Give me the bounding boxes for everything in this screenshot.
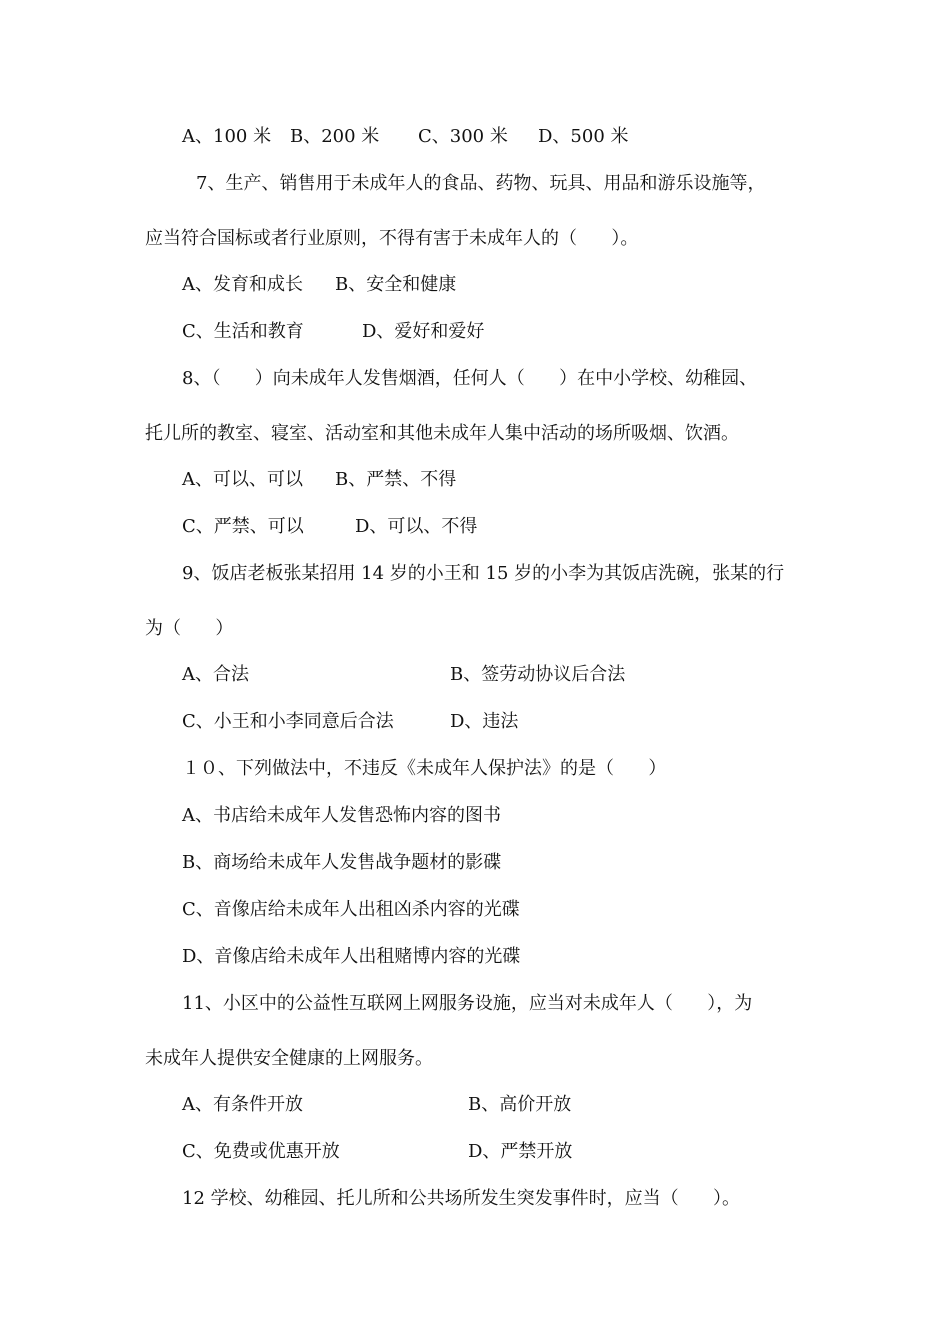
- q8-option-d: D、可以、不得: [355, 516, 478, 537]
- q7-stem-line2: 应当符合国标或者行业原则，不得有害于未成年人的（ ）。: [145, 228, 639, 249]
- q7-option-b: B、安全和健康: [335, 274, 457, 295]
- q11-option-b: B、高价开放: [468, 1094, 572, 1115]
- q10-option-a: A、书店给未成年人发售恐怖内容的图书: [182, 805, 501, 826]
- q8-option-c: C、严禁、可以: [182, 516, 304, 537]
- q7-option-c: C、生活和教育: [182, 321, 304, 342]
- q6-option-a: A、100 米: [182, 126, 272, 147]
- q11-stem-line1: 11、小区中的公益性互联网上网服务设施，应当对未成年人（ ），为: [182, 993, 753, 1014]
- q9-option-c: C、小王和小李同意后合法: [182, 711, 394, 732]
- q7-stem-line1: 7、生产、销售用于未成年人的食品、药物、玩具、用品和游乐设施等，: [196, 173, 766, 194]
- q11-option-d: D、严禁开放: [468, 1141, 573, 1162]
- q8-stem-line1: 8、（ ）向未成年人发售烟酒，任何人（ ）在中小学校、幼稚园、: [182, 368, 758, 389]
- q10-stem: １０、下列做法中，不违反《未成年人保护法》的是（ ）: [182, 758, 667, 779]
- q6-option-d: D、500 米: [538, 126, 629, 147]
- q10-option-b: B、商场给未成年人发售战争题材的影碟: [182, 852, 502, 873]
- q6-option-c: C、300 米: [418, 126, 508, 147]
- q8-option-a: A、可以、可以: [182, 469, 303, 490]
- q8-stem-line2: 托儿所的教室、寝室、活动室和其他未成年人集中活动的场所吸烟、饮酒。: [145, 423, 739, 444]
- q10-option-d: D、音像店给未成年人出租赌博内容的光碟: [182, 946, 521, 967]
- q11-option-a: A、有条件开放: [182, 1094, 303, 1115]
- q9-stem-line2: 为（ ）: [145, 618, 234, 639]
- q9-option-a: A、合法: [182, 664, 249, 685]
- q9-stem-line1: 9、饭店老板张某招用 14 岁的小王和 15 岁的小李为其饭店洗碗，张某的行: [182, 563, 785, 584]
- q9-option-b: B、签劳动协议后合法: [450, 664, 626, 685]
- q10-option-c: C、音像店给未成年人出租凶杀内容的光碟: [182, 899, 520, 920]
- q7-option-a: A、发育和成长: [182, 274, 303, 295]
- q11-stem-line2: 未成年人提供安全健康的上网服务。: [145, 1048, 433, 1069]
- q7-option-d: D、爱好和爱好: [362, 321, 485, 342]
- q11-option-c: C、免费或优惠开放: [182, 1141, 340, 1162]
- q6-option-b: B、200 米: [290, 126, 380, 147]
- q9-option-d: D、违法: [450, 711, 519, 732]
- q12-stem: 12 学校、幼稚园、托儿所和公共场所发生突发事件时，应当（ ）。: [182, 1188, 740, 1209]
- q8-option-b: B、严禁、不得: [335, 469, 457, 490]
